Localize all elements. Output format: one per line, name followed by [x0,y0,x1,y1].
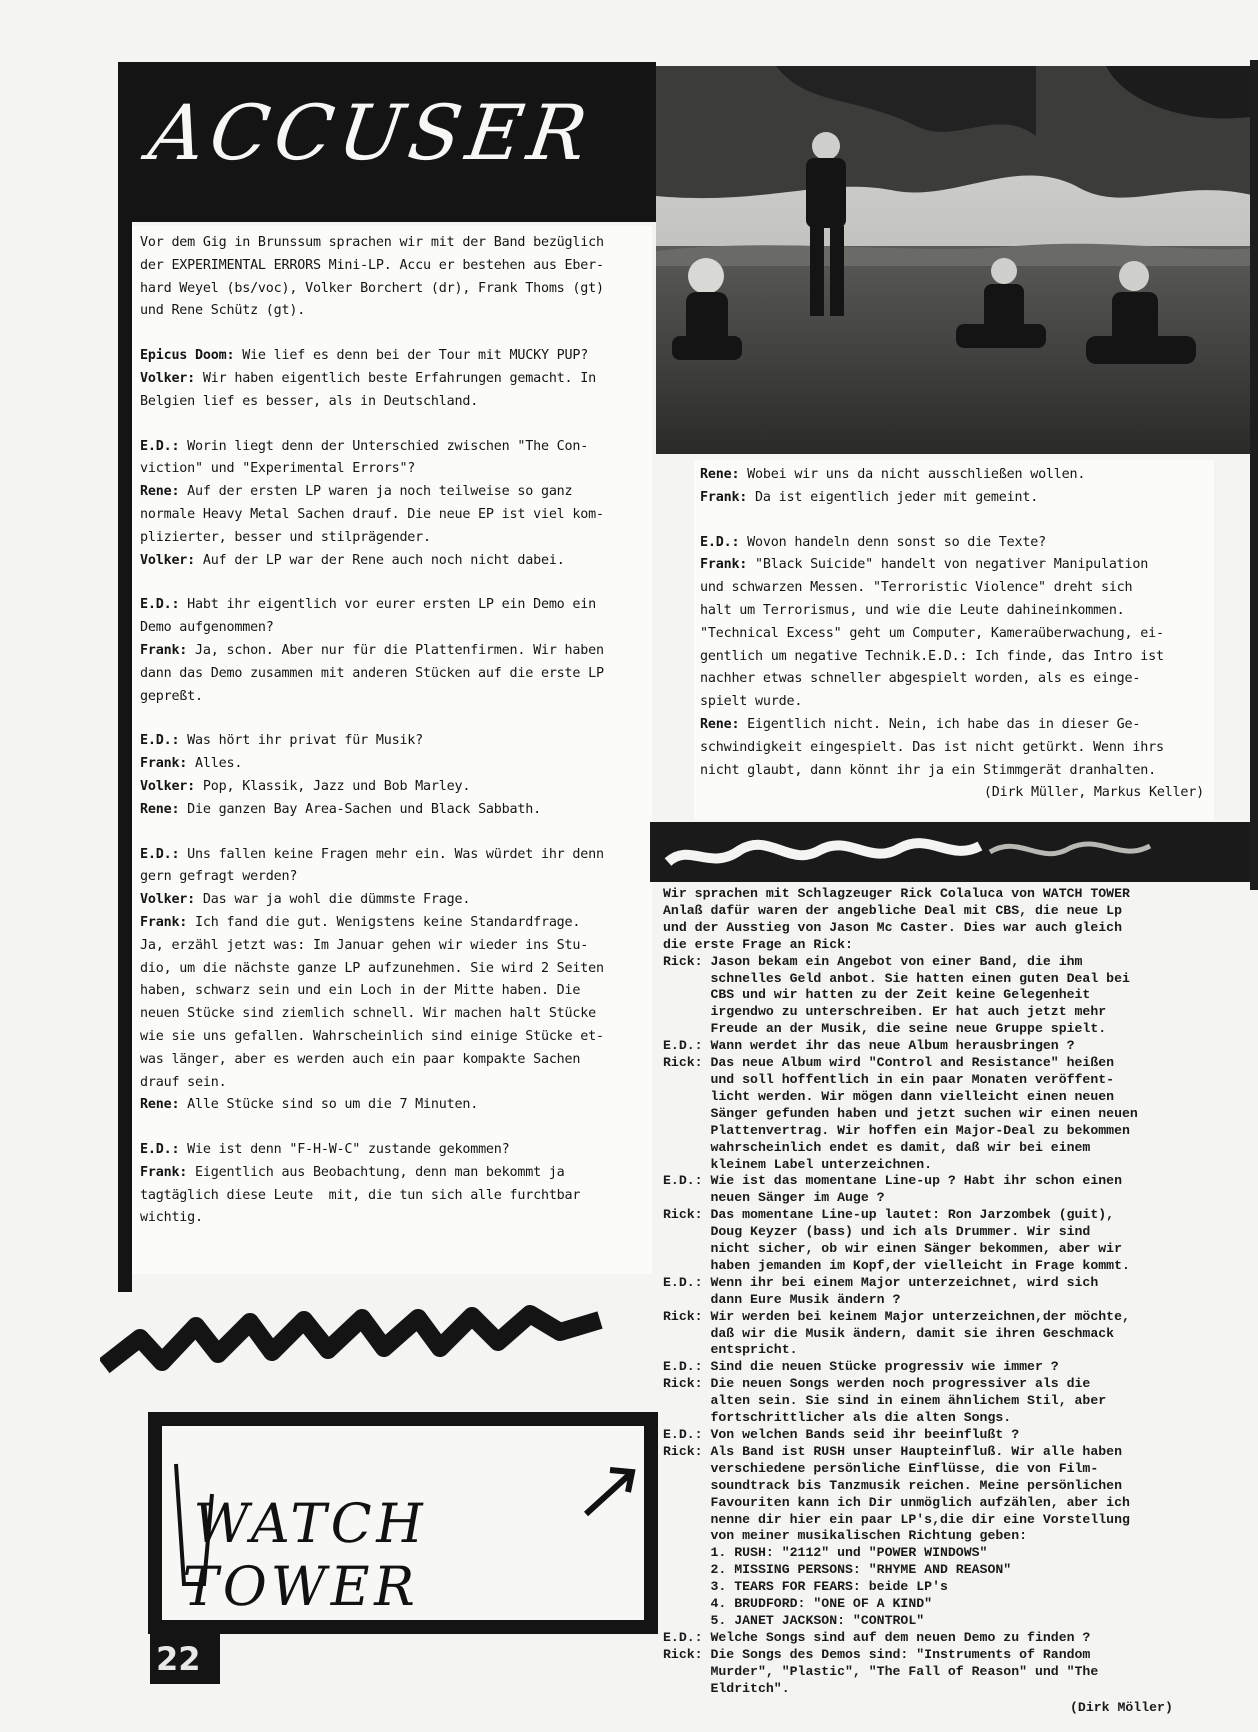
intro-line: Vor dem Gig in Brunssum sprachen wir mit der Band bezüglich [140,235,604,250]
watchtower-line: 1. RUSH: "2112" und "POWER WINDOWS" [663,1545,988,1561]
watchtower-line: Rick: Jason bekam ein Angebot von einer Band, die ihm [663,953,1083,969]
watchtower-line: Rick: Das neue Album wird "Control and Resistance" heißen [663,1055,1115,1071]
zigzag-divider-left [100,1292,656,1388]
speaker-label: Rene: [140,801,180,817]
intro-line: der EXPERIMENTAL ERRORS Mini-LP. Accu er bestehen aus Eber- [140,257,604,273]
qa-entry [700,714,1208,782]
watchtower-line: dann Eure Musik ändern ? [663,1291,901,1307]
answer-text: Habt ihr eigentlich vor eurer ersten LP ein Demo ein Demo aufgenommen? [140,597,596,636]
speaker-label: E.D.: [140,597,180,613]
watchtower-line: Anlaß dafür waren der angebliche Deal mit CBS, die neue Lp [663,902,1122,918]
answer-text: Ich fand die gut. Wenigstens keine Standardfrage. Ja, erzähl jetzt was: Im Januar gehen wir wieder ins Stu- dio, um die nächste ganze LP aufzunehmen. Sie wird 2 Seiten haben, schwarz sein und ein Loch in der Mitte haben. Die neuen Stücke sind ziemlich schnell. Wir machen halt Stücke wie sie uns gefallen. Wahrscheinlich sind einige Stücke et- was länger, aber es werden auch ein paar kompakte Sachen drauf sein. [140,914,604,1090]
watchtower-line: Wir sprachen mit Schlagzeuger Rick Colaluca von WATCH TOWER [663,886,1130,901]
answer-text: Auf der LP war der Rene auch noch nicht dabei. [195,552,565,568]
qa-entry [140,368,644,414]
watchtower-line: Rick: Das momentane Line-up lautet: Ron Jarzombek (guit), [663,1207,1115,1223]
qa-paragraph [700,464,1208,510]
speaker-label: Epicus Doom: [140,348,235,364]
speaker-label: Frank: [700,557,748,573]
qa-paragraph [140,436,644,573]
answer-text: Wie ist denn "F-H-W-C" zustande gekommen? [179,1142,510,1158]
watchtower-line: schnelles Geld anbot. Sie hatten einen guten Deal bei [663,970,1130,986]
accuser-logo: ACCUSER [143,88,599,177]
qa-entry [140,912,644,1094]
answer-text: Wir haben eigentlich beste Erfahrungen gemacht. In Belgien lief es besser, als in Deutschland. [140,370,597,409]
accuser-continuation-text [700,464,1208,782]
watchtower-line: 4. BRUDFORD: "ONE OF A KIND" [663,1596,933,1612]
watchtower-credit: (Dirk Möller) [1070,1700,1173,1715]
speaker-label: E.D.: [140,438,180,454]
speaker-label: Frank: [140,914,188,930]
answer-text: Da ist eigentlich jeder mit gemeint. [747,489,1039,505]
answer-text: Wie lief es denn bei der Tour mit MUCKY PUP? [234,348,589,364]
speaker-label: Frank: [140,756,188,772]
watchtower-line: haben jemanden im Kopf,der vielleicht in Frage kommt. [663,1257,1130,1273]
qa-entry [140,640,644,708]
watchtower-line: Murder", "Plastic", "The Fall of Reason" und "The [663,1663,1099,1679]
watchtower-line: von meiner musikalischen Richtung geben: [663,1528,1028,1544]
watchtower-article [663,886,1257,1698]
watchtower-line: kleinem Label unterzeichnen. [663,1156,933,1172]
answer-text: "Black Suicide" handelt von negativer Manipulation und schwarzen Messen. "Terroristic Violence" dreht sich halt um Terrorismus, und wie die Leute dahineinkommen. "Technical Excess" geht um Computer, Kameraüberwachung, ei- gentlich um negative Technik.E.D.: Ich finde, das Intro ist nachher etwas schneller abgespielt worden, als es einge- spielt wurde. [700,557,1164,710]
speaker-label: E.D.: [140,846,180,862]
speaker-label: E.D.: [140,1142,180,1158]
answer-text: Eigentlich nicht. Nein, ich habe das in dieser Ge- schwindigkeit eingespielt. Das ist nicht getürkt. Wenn ihrs nicht glaubt, dann könnt ihr ja ein Stimmgerät dranhalten. [700,716,1164,778]
watchtower-line: soundtrack bis Tanzmusik reichen. Meine persönlichen [663,1477,1122,1493]
qa-entry [700,487,1208,510]
qa-entry [140,594,644,640]
watchtower-line: Plattenvertrag. Wir hoffen ein Major-Deal zu bekommen [663,1122,1130,1138]
speaker-label: E.D.: [140,733,180,749]
watchtower-line: Rick: Wir werden bei keinem Major unterzeichnen,der möchte, [663,1308,1130,1324]
answer-text: Wovon handeln denn sonst so die Texte? [739,534,1046,550]
qa-paragraph [140,594,644,708]
intro-line: und Rene Schütz (gt). [140,303,306,319]
watchtower-line: E.D.: Wenn ihr bei einem Major unterzeichnet, wird sich [663,1274,1099,1290]
qa-paragraph [140,345,644,413]
watchtower-line: Rick: Die neuen Songs werden noch progressiver als die [663,1376,1091,1392]
watchtower-line: irgendwo zu unterschreiben. Er hat auch jetzt mehr [663,1004,1107,1020]
watchtower-line: verschiedene persönliche Einflüsse, die von Film- [663,1460,1099,1476]
qa-entry [140,730,644,753]
qa-entry [140,776,644,799]
watchtower-line: daß wir die Musik ändern, damit sie ihren Geschmack [663,1325,1115,1341]
speaker-label: Volker: [140,370,196,386]
answer-text: Ja, schon. Aber nur für die Plattenfirmen. Wir haben dann das Demo zusammen mit anderen Stücken auf die erste LP gepreßt. [140,642,604,704]
accuser-intro [140,232,644,323]
watchtower-line: und der Ausstieg von Jason Mc Caster. Dies war auch gleich [663,919,1122,935]
watchtower-line: CBS und wir hatten zu der Zeit keine Gelegenheit [663,987,1091,1003]
watchtower-line: licht werden. Wir mögen dann vielleicht einen neuen [663,1088,1115,1104]
qa-entry [140,844,644,890]
speaker-label: Volker: [140,778,196,794]
watchtower-line: 2. MISSING PERSONS: "RHYME AND REASON" [663,1562,1012,1578]
qa-paragraph [140,844,644,1118]
qa-entry [140,1094,644,1117]
qa-entry [140,345,644,368]
answer-text: Die ganzen Bay Area-Sachen und Black Sabbath. [179,801,541,817]
speaker-label: Frank: [700,489,748,505]
qa-entry [140,889,644,912]
watchtower-line: nenne dir hier ein paar LP's,die dir eine Vorstellung [663,1511,1130,1527]
answer-text: Worin liegt denn der Unterschied zwischen "The Con- viction" und "Experimental Errors"? [140,438,589,477]
accuser-article [132,226,652,1274]
watchtower-line: und soll hoffentlich in ein paar Monaten veröffent- [663,1071,1115,1087]
answer-text: Das war ja wohl die dümmste Frage. [195,892,471,908]
watchtower-line: E.D.: Wann werdet ihr das neue Album herausbringen ? [663,1038,1075,1054]
answer-text: Uns fallen keine Fragen mehr ein. Was würdet ihr denn gern gefragt werden? [140,846,604,885]
watchtower-line: E.D.: Welche Songs sind auf dem neuen Demo zu finden ? [663,1629,1091,1645]
band-photo-image [656,66,1256,454]
speaker-label: Rene: [140,1097,180,1113]
watchtower-line: Freude an der Musik, die seine neue Gruppe spielt. [663,1021,1107,1037]
watchtower-line: fortschrittlicher als die alten Songs. [663,1410,1012,1426]
watchtower-line: Sänger gefunden haben und jetzt suchen wir einen neuen [663,1105,1138,1121]
speaker-label: Frank: [140,642,188,658]
page-number: 22 [156,1640,201,1678]
answer-text: Eigentlich aus Beobachtung, denn man bekommt ja tagtäglich diese Leute mit, die tun sich alle furchtbar wichtig. [140,1164,581,1226]
intro-line: hard Weyel (bs/voc), Volker Borchert (dr), Frank Thoms (gt) [140,280,604,296]
watchtower-line: alten sein. Sie sind in einem ähnlichem Stil, aber [663,1393,1107,1409]
qa-paragraph [140,730,644,821]
qa-entry [140,1162,644,1230]
speaker-label: Volker: [140,552,196,568]
watchtower-line: die erste Frage an Rick: [663,936,853,952]
left-border-strip [118,222,132,1292]
accuser-credit: (Dirk Müller, Markus Keller) [983,785,1204,801]
speaker-label: Rene: [700,716,740,732]
answer-text: Pop, Klassik, Jazz und Bob Marley. [195,778,471,794]
qa-entry [140,799,644,822]
zigzag-divider-right [650,822,1258,882]
watchtower-line: E.D.: Sind die neuen Stücke progressiv wie immer ? [663,1359,1059,1375]
watchtower-logo-box [148,1412,658,1634]
watchtower-line: nicht sicher, ob wir einen Sänger bekommen, aber wir [663,1241,1122,1257]
watchtower-line: E.D.: Wie ist das momentane Line-up ? Habt ihr schon einen [663,1173,1122,1189]
speaker-label: E.D.: [700,534,740,550]
qa-entry [140,1139,644,1162]
answer-text: Wobei wir uns da nicht ausschließen wollen. [739,467,1086,482]
watchtower-line: wahrscheinlich endet es damit, daß wir bei einem [663,1139,1091,1155]
qa-entry [140,436,644,482]
watchtower-line: Rick: Die Songs des Demos sind: "Instruments of Random [663,1646,1091,1662]
watchtower-line: Rick: Als Band ist RUSH unser Haupteinfluß. Wir alle haben [663,1443,1122,1459]
qa-entry [140,481,644,549]
answer-text: Alle Stücke sind so um die 7 Minuten. [179,1097,479,1113]
qa-entry [700,464,1208,487]
watchtower-line: 5. JANET JACKSON: "CONTROL" [663,1612,925,1628]
qa-paragraph [700,532,1208,783]
qa-entry [140,550,644,573]
right-edge-shadow [1250,60,1258,890]
accuser-continuation [694,460,1214,820]
qa-entry [700,532,1208,555]
watchtower-line: entspricht. [663,1342,798,1358]
speaker-label: Frank: [140,1164,188,1180]
band-photo [656,66,1256,454]
qa-paragraph [140,1139,644,1230]
qa-entry [140,753,644,776]
qa-entry [700,554,1208,714]
accuser-interview [140,345,644,1230]
watchtower-line: neuen Sänger im Auge ? [663,1190,885,1206]
answer-text: Auf der ersten LP waren ja noch teilweise so ganz normale Heavy Metal Sachen drauf. Die neue EP ist viel kom- plizierter, besser und stilprägender. [140,484,604,545]
watchtower-line: 3. TEARS FOR FEARS: beide LP's [663,1579,948,1595]
watchtower-line: Doug Keyzer (bass) und ich als Drummer. Wir sind [663,1224,1091,1240]
answer-text: Alles. [187,756,243,772]
watchtower-line: Favouriten kann ich Dir unmöglich aufzählen, aber ich [663,1494,1130,1510]
speaker-label: Volker: [140,892,196,908]
watchtower-line: Eldritch". [663,1680,790,1696]
speaker-label: Rene: [140,484,180,500]
speaker-label: Rene: [700,467,740,482]
answer-text: Was hört ihr privat für Musik? [179,733,424,749]
watchtower-logo-text: WATCH TOWER [176,1492,433,1618]
watchtower-line: E.D.: Von welchen Bands seid ihr beeinflußt ? [663,1427,1020,1442]
